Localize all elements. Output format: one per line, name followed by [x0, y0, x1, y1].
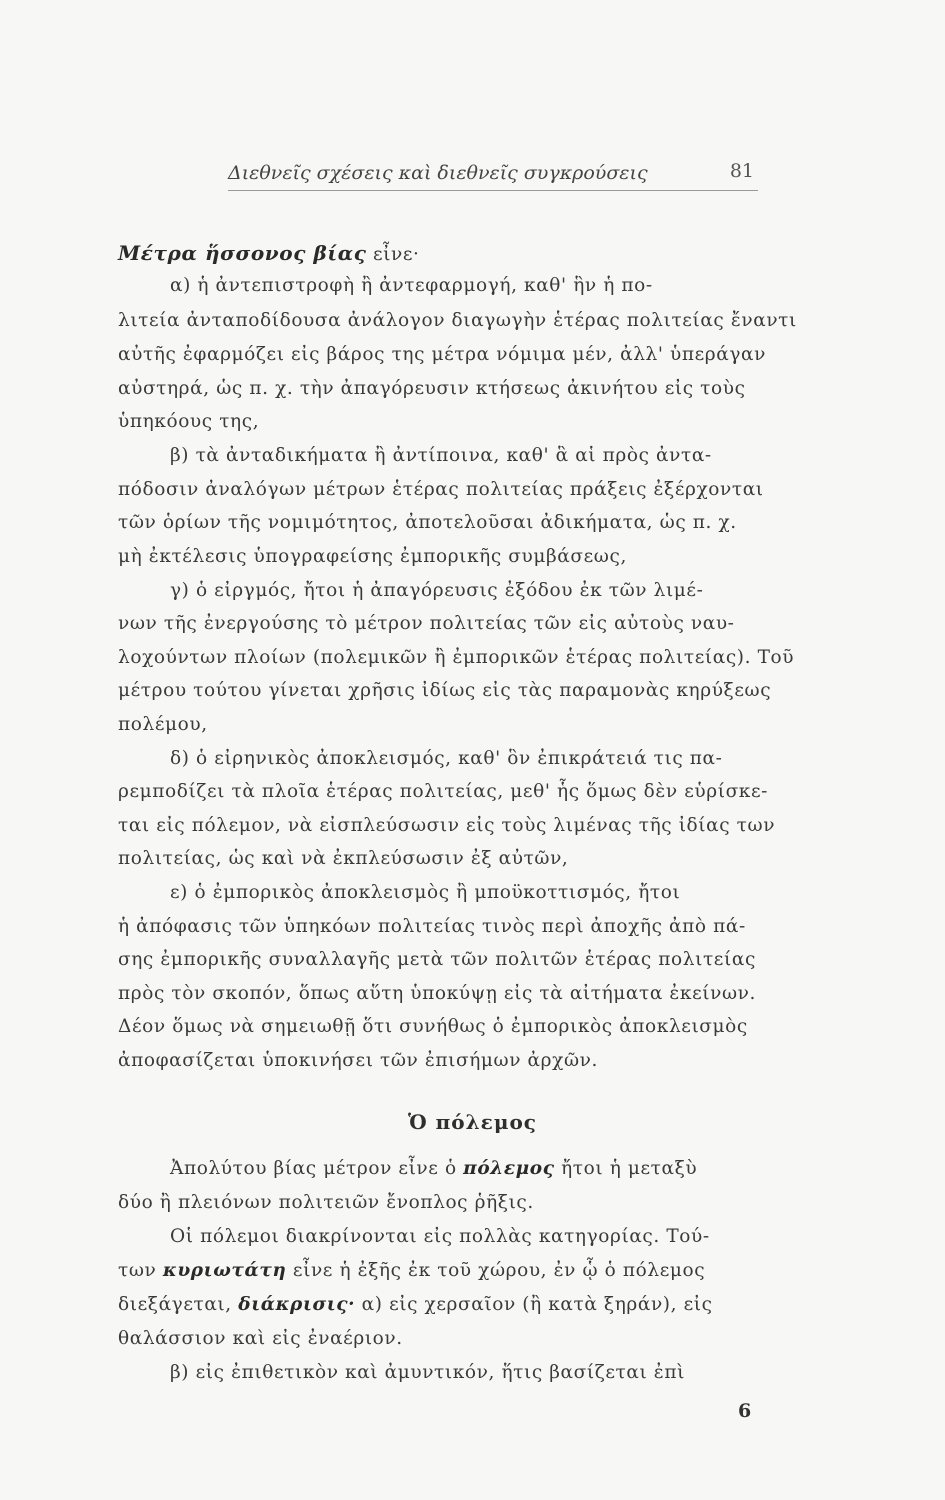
text-line: Ἀπολύτου βίας μέτρον εἶνε ὁ πόλεμος ἤτοι ἡ μεταξὺ — [170, 1158, 698, 1179]
text-line: πολιτείας, ὡς καὶ νὰ ἐκπλεύσωσιν ἐξ αὐτῶν, — [118, 848, 569, 869]
text-line: διεξάγεται, διάκρισις· α) εἰς χερσαῖον (ἢ κατὰ ξηράν), εἰς — [118, 1294, 713, 1315]
text-line: Δέον ὅμως νὰ σημειωθῇ ὅτι συνήθως ὁ ἐμπορικὸς ἀποκλεισμὸς — [118, 1016, 748, 1037]
text-line: νων τῆς ἐνεργούσης τὸ μέτρον πολιτείας τῶν εἰς αὐτοὺς ναυ- — [118, 613, 735, 634]
section-heading: Ὁ πόλεμος — [408, 1110, 537, 1134]
text-line: δ) ὁ εἰρηνικὸς ἀποκλεισμός, καθ' ὃν ἐπικράτειά τις πα- — [170, 748, 723, 769]
text-line: μὴ ἐκτέλεσις ὑπογραφείσης ἐμπορικῆς συμβάσεως, — [118, 546, 627, 567]
text-line: μέτρου τούτου γίνεται χρῆσις ἰδίως εἰς τὰς παραμονὰς κηρύξεως — [118, 680, 772, 701]
running-title: Διεθνεῖς σχέσεις καὶ διεθνεῖς συγκρούσεις — [228, 162, 648, 184]
text-line: β) τὰ ἀνταδικήματα ἢ ἀντίποινα, καθ' ἃ αἱ πρὸς ἀντα- — [170, 445, 712, 466]
text-line: πολέμου, — [118, 714, 208, 735]
signature-mark: 6 — [738, 1400, 752, 1422]
text-line: γ) ὁ εἰργμός, ἤτοι ἡ ἀπαγόρευσις ἐξόδου ἐκ τῶν λιμέ- — [170, 580, 704, 601]
text-line: λιτεία ἀνταποδίδουσα ἀνάλογον διαγωγὴν ἑτέρας πολιτείας ἔναντι — [118, 310, 797, 331]
text-line: τῶν ὁρίων τῆς νομιμότητος, ἀποτελοῦσαι ἀδικήματα, ὡς π. χ. — [118, 512, 737, 533]
text-line: των κυριωτάτη εἶνε ἡ ἐξῆς ἐκ τοῦ χώρου, ἐν ᾧ ὁ πόλεμος — [118, 1260, 706, 1281]
text-line: ρεμποδίζει τὰ πλοῖα ἑτέρας πολιτείας, μεθ' ἧς ὅμως δὲν εὑρίσκε- — [118, 781, 768, 802]
emphasis-term: πόλεμος — [463, 1158, 555, 1179]
text-line: ὑπηκόους της, — [118, 411, 260, 432]
text-line: ται εἰς πόλεμον, νὰ εἰσπλεύσωσιν εἰς τοὺς λιμένας τῆς ἰδίας των — [118, 815, 776, 836]
text-line: δύο ἢ πλειόνων πολιτειῶν ἔνοπλος ῥῆξις. — [118, 1192, 534, 1213]
text-line: ἀποφασίζεται ὑποκινήσει τῶν ἐπισήμων ἀρχῶν. — [118, 1050, 598, 1071]
running-head — [228, 160, 758, 191]
text-line: λοχούντων πλοίων (πολεμικῶν ἢ ἐμπορικῶν ἑτέρας πολιτείας). Τοῦ — [118, 647, 795, 668]
text-line: α) ἡ ἀντεπιστροφὴ ἢ ἀντεφαρμογή, καθ' ἣν ἡ πο- — [170, 275, 653, 296]
text-line: Μέτρα ἥσσονος βίας εἶνε· — [118, 241, 420, 265]
text-line: β) εἰς ἐπιθετικὸν καὶ ἀμυντικόν, ἥτις βασίζεται ἐπὶ — [170, 1362, 685, 1383]
emphasis-term: διάκρισις· — [238, 1294, 356, 1315]
text-line: πρὸς τὸν σκοπόν, ὅπως αὕτη ὑποκύψῃ εἰς τὰ αἰτήματα ἐκείνων. — [118, 983, 756, 1004]
text-line: θαλάσσιον καὶ εἰς ἐναέριον. — [118, 1328, 403, 1349]
text-line: σης ἐμπορικῆς συναλλαγῆς μετὰ τῶν πολιτῶν ἑτέρας πολιτείας — [118, 949, 756, 970]
text-line: ἡ ἀπόφασις τῶν ὑπηκόων πολιτείας τινὸς περὶ ἀποχῆς ἀπὸ πά- — [118, 916, 746, 937]
text-line: αὐστηρά, ὡς π. χ. τὴν ἀπαγόρευσιν κτήσεως ἀκινήτου εἰς τοὺς — [118, 378, 746, 399]
page-number: 81 — [729, 160, 754, 182]
text-line: αὐτῆς ἐφαρμόζει εἰς βάρος της μέτρα νόμιμα μέν, ἀλλ' ὑπεράγαν — [118, 344, 766, 365]
text-line: πόδοσιν ἀναλόγων μέτρων ἑτέρας πολιτείας πράξεις ἐξέρχονται — [118, 479, 764, 500]
emphasis-term: κυριωτάτη — [162, 1260, 287, 1281]
subheading-inline: Μέτρα ἥσσονος βίας — [118, 241, 367, 265]
text-line: Οἱ πόλεμοι διακρίνονται εἰς πολλὰς κατηγορίας. Τού- — [170, 1226, 710, 1247]
text-line: ε) ὁ ἐμπορικὸς ἀποκλεισμὸς ἢ μποϋκοττισμός, ἤτοι — [170, 882, 681, 903]
